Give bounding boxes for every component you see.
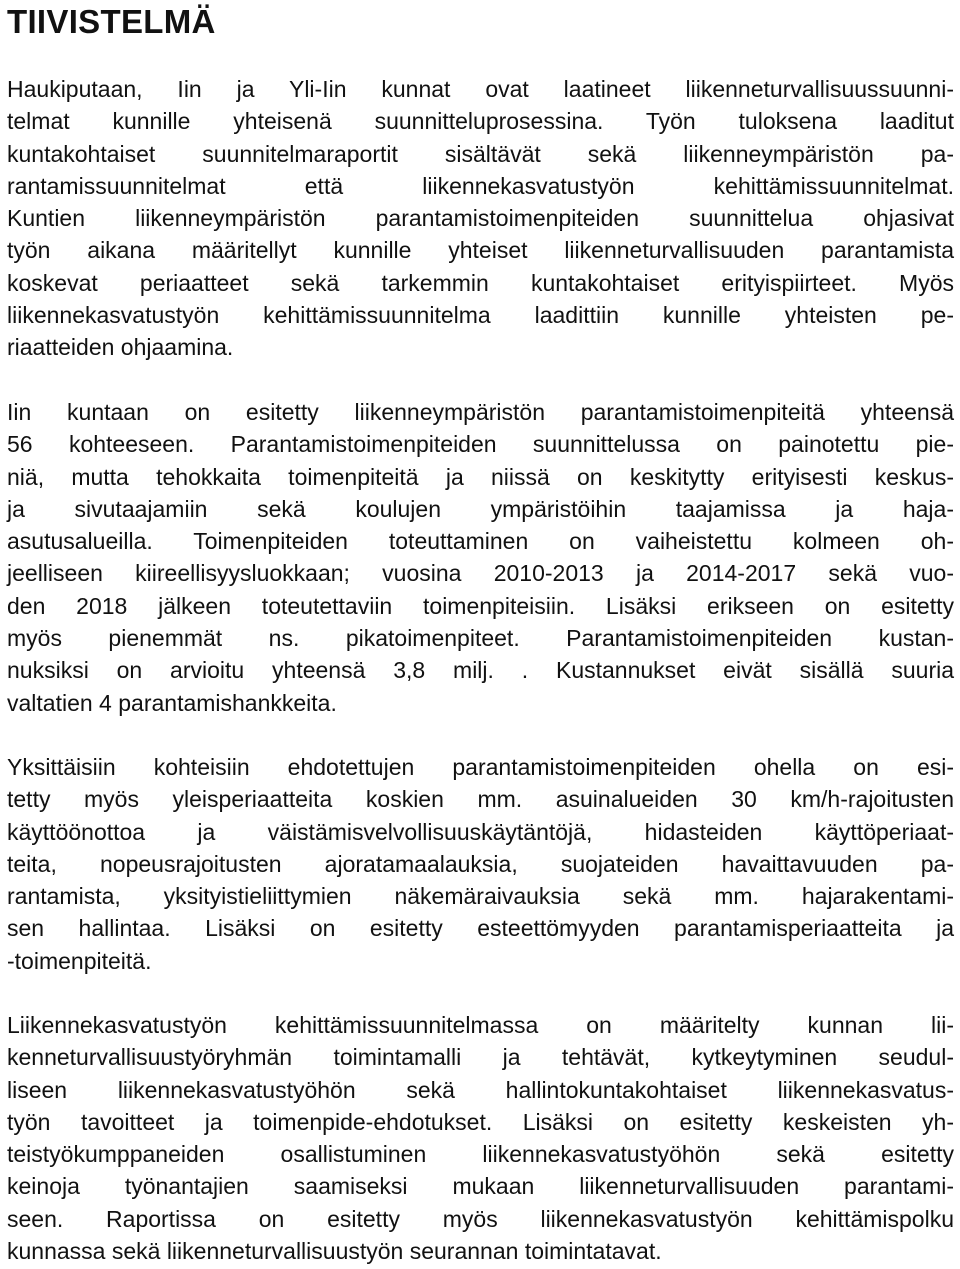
- summary-paragraph-4: [7, 1009, 954, 1267]
- text-line: asutusalueilla. Toimenpiteiden toteuttaminen on vaiheistettu kolmeen oh-: [7, 528, 954, 555]
- text-line: valtatien 4 parantamishankkeita.: [7, 689, 337, 716]
- text-line: Yksittäisiin kohteisiin ehdotettujen parantamistoimenpiteiden ohella on esi-: [7, 754, 954, 780]
- text-line: tetty myös yleisperiaatteita koskien mm. asuinalueiden 30 km/h-rajoitusten: [7, 786, 954, 813]
- text-line: työn tavoitteet ja toimenpide-ehdotukset. Lisäksi on esitetty keskeisten yh-: [7, 1108, 954, 1135]
- text-line: teita, nopeusrajoitusten ajoratamaalauksia, suojateiden havaittavuuden pa-: [7, 850, 954, 877]
- text-line: Iin kuntaan on esitetty liikenneympäristön parantamistoimenpiteitä yhteensä: [7, 399, 954, 425]
- text-line: keinoja työnantajien saamiseksi mukaan liikenneturvallisuuden parantami-: [7, 1173, 954, 1200]
- text-line: myös pienemmät ns. pikatoimenpiteet. Parantamistoimenpiteiden kustan-: [7, 625, 954, 652]
- text-line: rantamissuunnitelmat että liikennekasvatustyön kehittämissuunnitelmat.: [7, 172, 954, 199]
- text-line: Haukiputaan, Iin ja Yli-Iin kunnat ovat laatineet liikenneturvallisuussuunni-: [7, 76, 954, 102]
- text-line: liikennekasvatustyön kehittämissuunnitelma laadittiin kunnille yhteisten pe-: [7, 302, 954, 329]
- text-line: den 2018 jälkeen toteutettaviin toimenpiteisiin. Lisäksi erikseen on esitetty: [7, 592, 954, 619]
- text-line: seen. Raportissa on esitetty myös liikennekasvatustyön kehittämispolku: [7, 1205, 954, 1232]
- text-line: sen hallintaa. Lisäksi on esitetty esteettömyyden parantamisperiaatteita ja: [7, 915, 954, 942]
- text-line: rantamista, yksityistieliittymien näkemäraivauksia sekä mm. hajarakentami-: [7, 883, 954, 910]
- text-line: käyttöönottoa ja väistämisvelvollisuuskäytäntöjä, hidasteiden käyttöperiaat-: [7, 818, 954, 845]
- text-line: riaatteiden ohjaamina.: [7, 334, 234, 361]
- text-line: 56 kohteeseen. Parantamistoimenpiteiden suunnittelussa on painotettu pie-: [7, 431, 954, 458]
- text-line: kunnassa sekä liikenneturvallisuustyön seurannan toimintatavat.: [7, 1238, 662, 1265]
- text-line: Liikennekasvatustyön kehittämissuunnitelmassa on määritelty kunnan lii-: [7, 1012, 954, 1038]
- text-line: -toimenpiteitä.: [7, 947, 152, 974]
- text-line: telmat kunnille yhteisenä suunnitteluprosessina. Työn tuloksena laaditut: [7, 108, 954, 135]
- text-line: kuntakohtaiset suunnitelmaraportit sisältävät sekä liikenneympäristön pa-: [7, 140, 954, 167]
- text-line: koskevat periaatteet sekä tarkemmin kuntakohtaiset erityispiirteet. Myös: [7, 269, 954, 296]
- text-line: nuksiksi on arvioitu yhteensä 3,8 milj. . Kustannukset eivät sisällä suuria: [7, 657, 954, 684]
- summary-paragraph-2: [7, 396, 954, 719]
- summary-paragraph-1: [7, 73, 954, 364]
- text-line: kenneturvallisuustyöryhmän toimintamalli ja tehtävät, kytkeytyminen seudul-: [7, 1044, 954, 1071]
- text-line: niä, mutta tehokkaita toimenpiteitä ja niissä on keskitytty erityisesti keskus-: [7, 463, 954, 490]
- text-line: ja sivutaajamiin sekä koulujen ympäristöihin taajamissa ja haja-: [7, 495, 954, 522]
- text-line: työn aikana määritellyt kunnille yhteiset liikenneturvallisuuden parantamista: [7, 237, 954, 264]
- summary-paragraph-3: [7, 751, 954, 977]
- text-line: teistyökumppaneiden osallistuminen liikennekasvatustyöhön sekä esitetty: [7, 1141, 954, 1168]
- text-line: jeelliseen kiireellisyysluokkaan; vuosina 2010-2013 ja 2014-2017 sekä vuo-: [7, 560, 954, 587]
- text-line: liseen liikennekasvatustyöhön sekä hallintokuntakohtaiset liikennekasvatus-: [7, 1076, 954, 1103]
- text-line: Kuntien liikenneympäristön parantamistoimenpiteiden suunnittelua ohjasivat: [7, 205, 954, 232]
- page-title: TIIVISTELMÄ: [7, 3, 216, 40]
